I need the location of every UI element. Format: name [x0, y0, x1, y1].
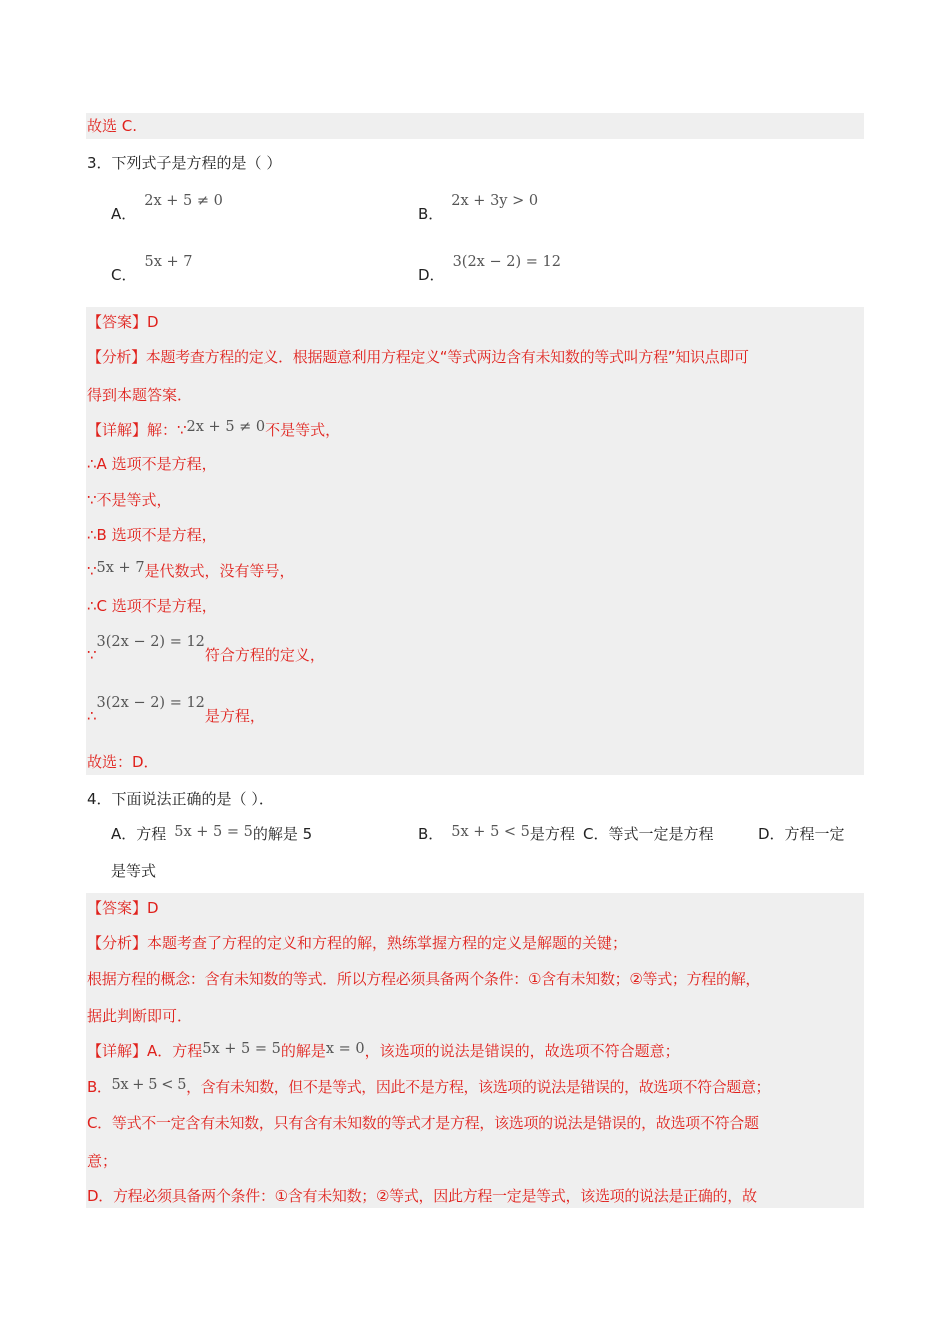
q3-option-c-label: C． [111, 266, 137, 284]
q4-detail-a-expr1: 5x + 5 = 5 [202, 1041, 281, 1057]
q4-detail-c-line-2: 意； [87, 1152, 118, 1170]
q3-detail-1-post: 不是等式， [265, 421, 341, 439]
q4-detail-a-post: ，该选项的说法是错误的，故选项不符合题意； [364, 1042, 680, 1060]
q3-option-c-expr: 5x + 7 [144, 254, 193, 270]
q4-option-b-expr: 5x + 5 < 5 [451, 824, 530, 840]
q4-detail-a-mid: 的解是 [280, 1042, 326, 1060]
q3-detail-7-post: 符合方程的定义， [204, 646, 325, 664]
q4-detail-b [87, 1074, 770, 1101]
q3-detail-5-expr: 5x + 7 [96, 560, 145, 576]
q4-analysis-line-1: 【分析】本题考查了方程的定义和方程的解，熟练掌握方程的定义是解题的关键； [87, 934, 628, 952]
q3-option-c [111, 254, 193, 285]
q3-detail-8-expr: 3(2x − 2) = 12 [96, 695, 205, 711]
q4-option-b [418, 821, 575, 848]
q3-stem: 3．下列式子是方程的是（ ） [87, 154, 282, 172]
q3-option-a [111, 193, 223, 224]
q4-detail-a [87, 1038, 680, 1065]
q3-detail-line-3: ∵不是等式， [87, 491, 172, 509]
q3-option-d-label: D． [418, 266, 445, 284]
q3-detail-1-expr: 2x + 5 ≠ 0 [186, 419, 266, 435]
q3-detail-line-7 [87, 634, 325, 669]
q3-option-d [418, 254, 561, 285]
q4-option-a-expr: 5x + 5 = 5 [174, 824, 253, 840]
q3-detail-line-2: ∴A 选项不是方程， [87, 455, 217, 473]
q3-analysis-line-2: 得到本题答案． [87, 386, 193, 404]
q3-detail-7-pre: ∵ [87, 646, 97, 664]
q4-option-a [111, 821, 312, 848]
q4-option-a-pre: A．方程 [111, 825, 167, 843]
prev-solution-block [86, 113, 864, 139]
q4-analysis-line-3: 据此判断即可． [87, 1007, 193, 1025]
q3-detail-8-pre: ∴ [87, 707, 97, 725]
q4-detail-c-line-1: C．等式不一定含有未知数，只有含有未知数的等式才是方程，该选项的说法是错误的，故选项不符合题 [87, 1114, 759, 1132]
q4-detail-a-pre: 【详解】A．方程 [87, 1042, 203, 1060]
q3-option-b-expr: 2x + 3y > 0 [451, 193, 539, 209]
q4-detail-b-pre: B． [87, 1078, 112, 1096]
q3-option-b-label: B． [418, 205, 444, 223]
q4-option-b-post: 是方程 [529, 825, 575, 843]
q3-detail-5-post: 是代数式，没有等号， [144, 562, 295, 580]
q3-detail-line-9: 故选：D． [87, 753, 159, 771]
q3-detail-line-6: ∴C 选项不是方程， [87, 597, 217, 615]
q4-detail-a-expr2: x = 0 [325, 1041, 365, 1057]
q4-detail-b-expr: 5x + 5 < 5 [111, 1077, 187, 1093]
q3-analysis-line-1: 【分析】本题考查方程的定义．根据题意利用方程定义“等式两边含有未知数的等式叫方程”知识点即可 [87, 348, 749, 366]
q4-option-a-post: 的解是 5 [252, 825, 313, 843]
q3-detail-7-expr: 3(2x − 2) = 12 [96, 634, 205, 650]
q4-option-c: C．等式一定是方程 [583, 825, 714, 843]
q4-answer: 【答案】D [87, 899, 159, 917]
q4-option-d-cont: 是等式 [111, 862, 157, 880]
q3-detail-line-5 [87, 558, 295, 585]
q3-option-a-label: A． [111, 205, 137, 223]
q4-stem: 4．下面说法正确的是（ ）． [87, 790, 274, 808]
q3-answer: 【答案】D [87, 313, 159, 331]
q3-option-a-expr: 2x + 5 ≠ 0 [144, 193, 223, 209]
q3-option-d-expr: 3(2x − 2) = 12 [452, 254, 561, 270]
q4-detail-d-line-1: D．方程必须具备两个条件：①含有未知数；②等式，因此方程一定是等式，该选项的说法是正确的，故 [87, 1187, 757, 1205]
q3-detail-1-pre: 【详解】解：∵ [87, 421, 187, 439]
q4-option-d: D．方程一定 [758, 825, 845, 843]
q3-detail-5-pre: ∵ [87, 562, 97, 580]
q3-detail-8-post: 是方程， [204, 707, 265, 725]
q4-analysis-line-2: 根据方程的概念：含有未知数的等式．所以方程必须具备两个条件：①含有未知数；②等式；方程的解， [87, 970, 761, 988]
prev-conclusion: 故选 C. [87, 117, 138, 135]
q4-option-b-pre: B． [418, 825, 444, 843]
q3-detail-line-1 [87, 417, 340, 444]
q3-detail-line-8 [87, 695, 265, 730]
q4-detail-b-post: ，含有未知数，但不是等式，因此不是方程，该选项的说法是错误的，故选项不符合题意； [186, 1078, 771, 1096]
q3-option-b [418, 193, 539, 224]
q3-detail-line-4: ∴B 选项不是方程， [87, 526, 217, 544]
